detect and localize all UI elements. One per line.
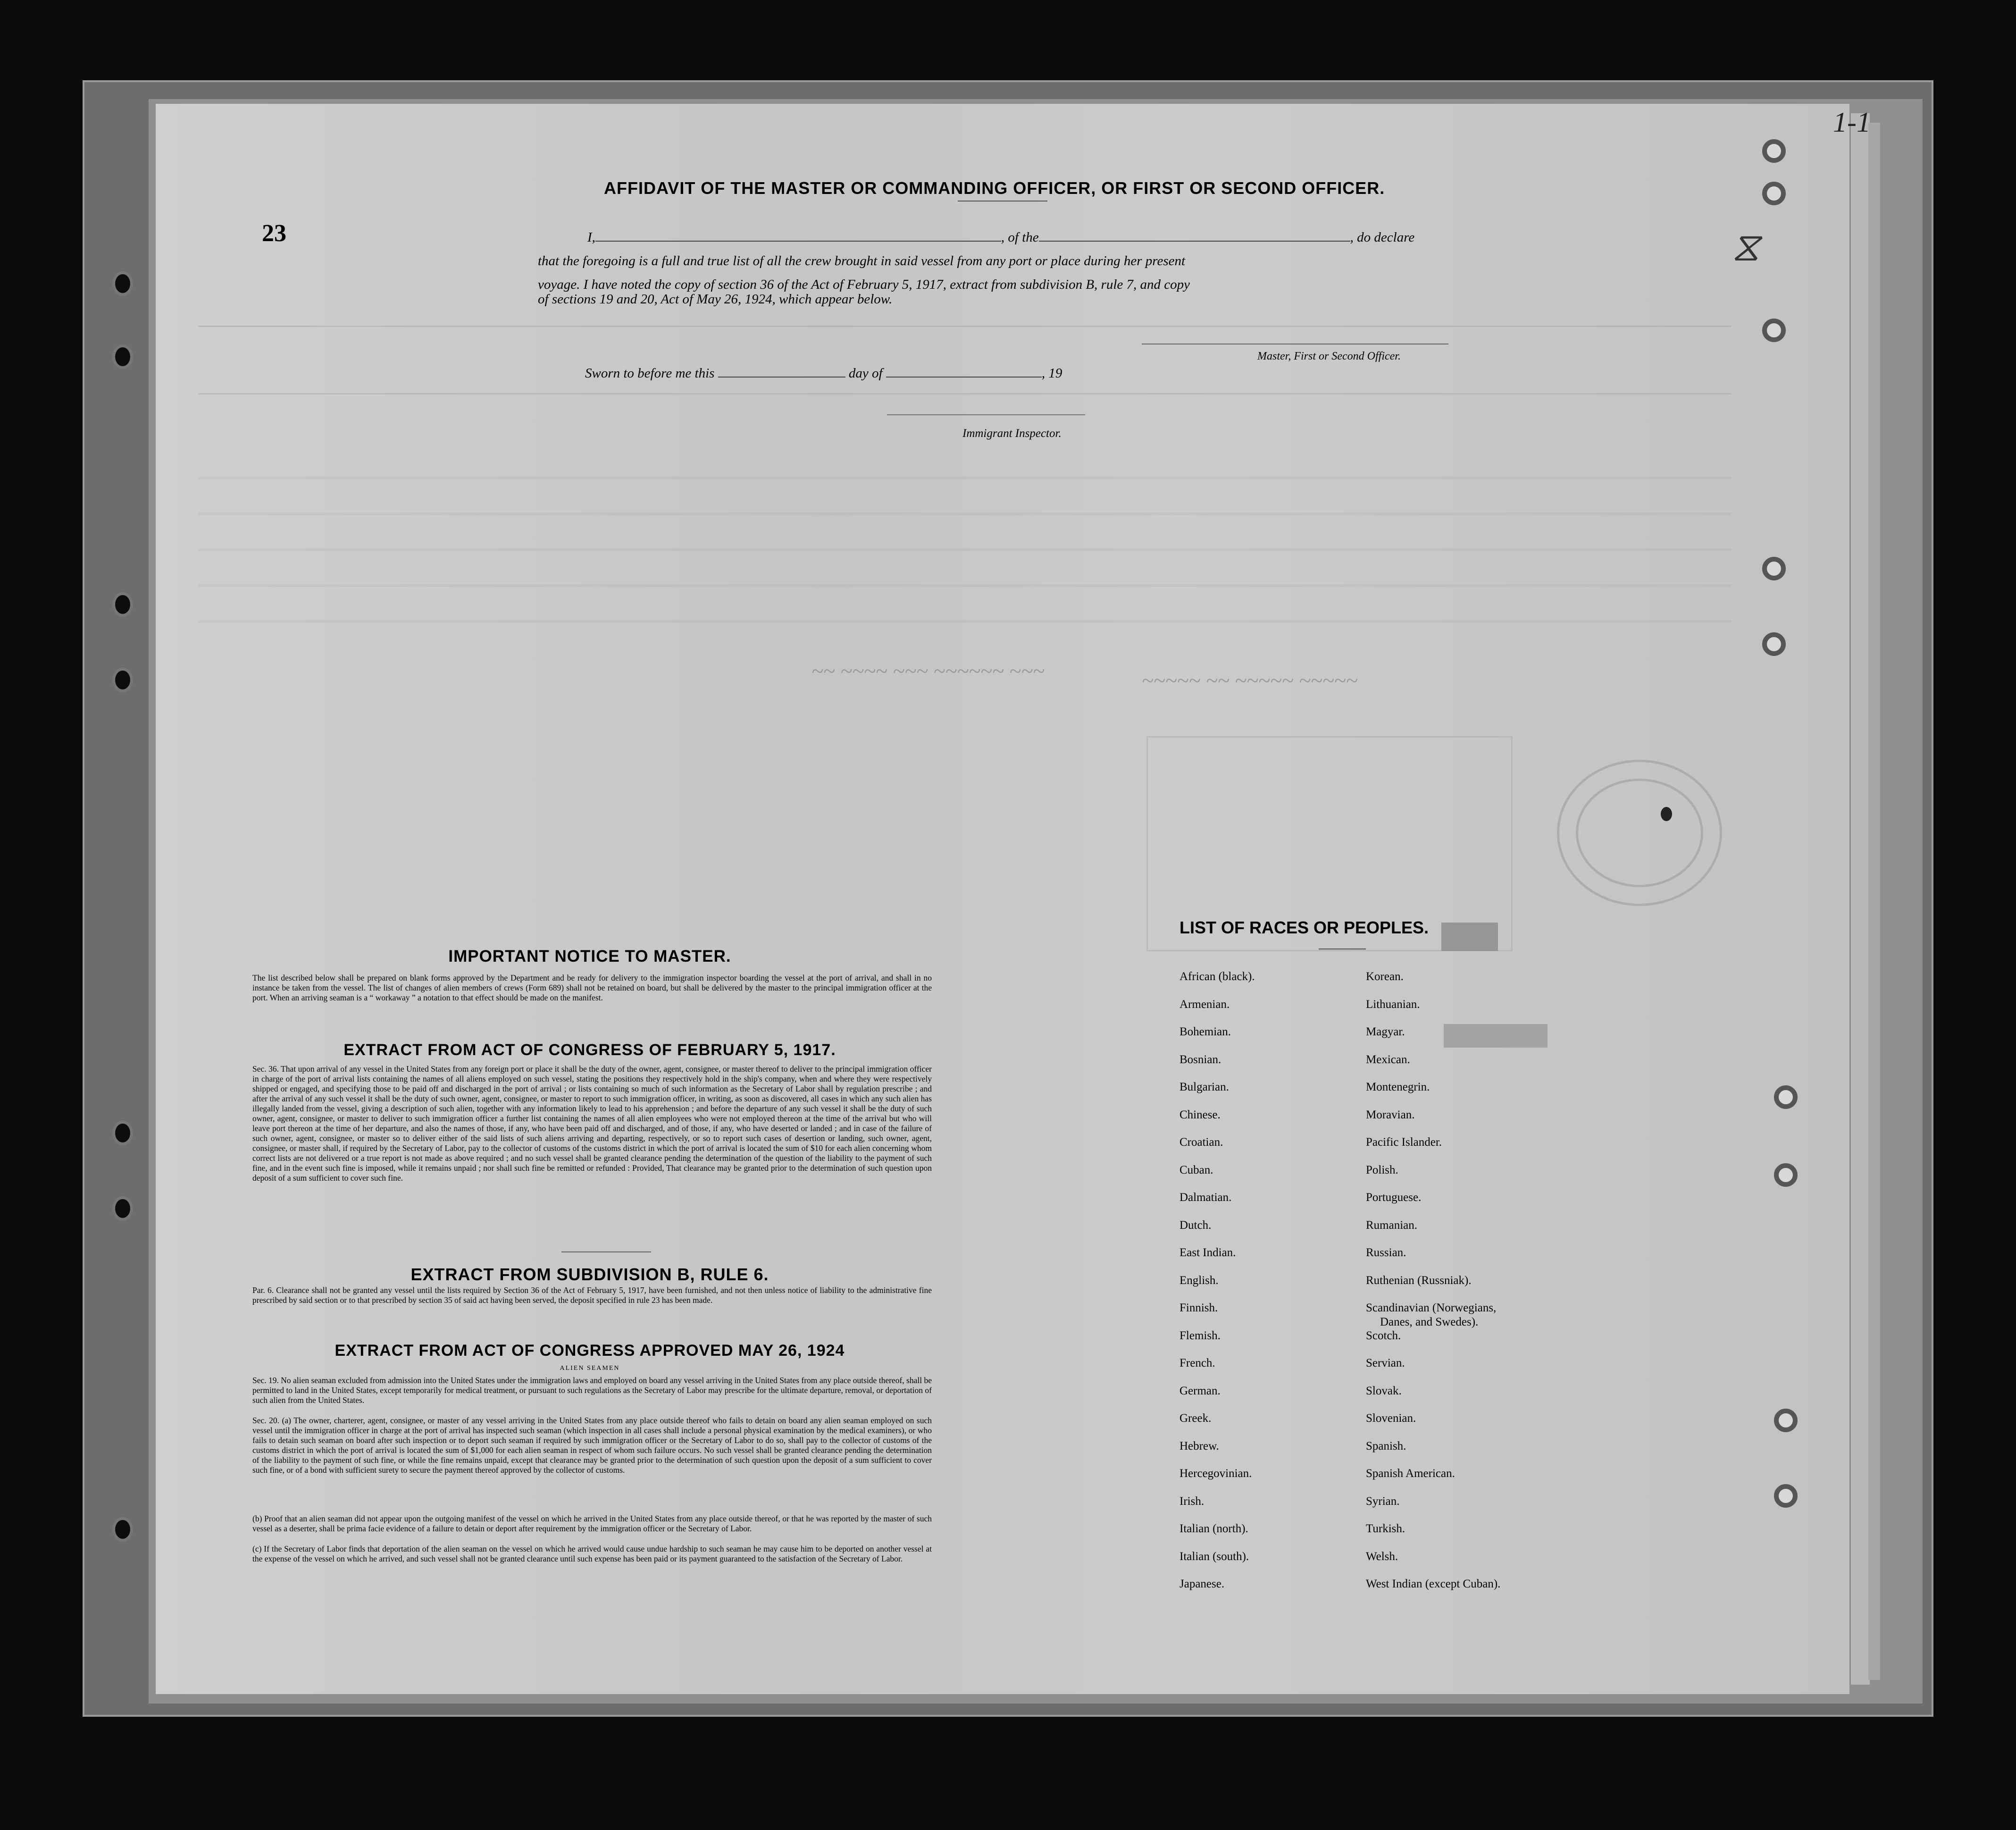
binder-hole	[1762, 182, 1786, 205]
race-item: Rumanian.	[1366, 1218, 1418, 1232]
declaration-line-4: of sections 19 and 20, Act of May 26, 1924, which appear below.	[538, 292, 893, 307]
sworn-label: Sworn to before me this	[585, 366, 715, 381]
binder-hole	[1774, 1484, 1798, 1508]
race-item: Bulgarian.	[1179, 1081, 1229, 1093]
declaration-line-2: that the foregoing is a full and true list of all the crew brought in said vessel from any port or place during her present	[538, 253, 1186, 269]
sworn-day-label: day of	[848, 366, 883, 381]
races-list-right	[1366, 970, 1500, 1605]
sworn-month-blank	[886, 377, 1042, 378]
declaration-i: I,	[587, 230, 595, 245]
race-item: Bohemian.	[1179, 1025, 1231, 1038]
race-item: Italian (north).	[1179, 1522, 1248, 1535]
inspector-signature-line	[887, 414, 1085, 415]
ink-stamp	[1441, 923, 1498, 951]
race-item-line: Danes, and Swedes).	[1380, 1316, 1479, 1328]
race-item: Slovenian.	[1366, 1412, 1416, 1425]
binder-hole	[112, 592, 133, 617]
official-seal-stamp	[1576, 779, 1703, 887]
binder-hole	[1774, 1085, 1798, 1109]
race-item-line: Scandinavian (Norwegians,	[1366, 1301, 1497, 1314]
sec20a-body: Sec. 20. (a) The owner, charterer, agent, consignee, or master of any vessel arriving in the United States from any place outside thereof who fails to detain on board any alien seaman employed on such vessel until the immigration officer in charge at the port of arrival has inspected such seaman (which inspection in all cases shall include a personal physical examination by the medical examiners), or who fails to detain such seaman on board after such inspection or to deport such seaman if required by such immigration officer or the Secretary of Labor to do so, shall pay to the collector of customs of the customs district in which the port of arrival is located the sum of $1,000 for each alien seaman in respect of whom such failure occurs. No such vessel shall be granted clearance pending the determination of the liability to the payment of such fine, or while the fine remains unpaid, except that clearance may be granted prior to the determination of such question upon the deposit of a sum sufficient to cover such fine, or of a bond with sufficient surety to secure the payment thereof approved by the collector of customs.	[252, 1416, 932, 1475]
race-item: Scotch.	[1366, 1329, 1401, 1342]
race-item: Ruthenian (Russniak).	[1366, 1274, 1472, 1287]
binder-hole	[112, 344, 133, 369]
extract-1924-subtitle: ALIEN SEAMEN	[560, 1365, 620, 1372]
sec19-body: Sec. 19. No alien seaman excluded from admission into the United States under the immigration laws and employed on board any vessel arriving in the United States from any place outside thereof, shall be permitted to land in the United States, except temporarily for medical treatment, or pursuant to such regulations as the Secretary of Labor may prescribe for the ultimate departure, removal, or deportation of such alien from the United States.	[252, 1376, 932, 1405]
notice-title: IMPORTANT NOTICE TO MASTER.	[448, 947, 731, 965]
race-item: Greek.	[1179, 1412, 1212, 1425]
race-item: Montenegrin.	[1366, 1081, 1430, 1093]
handwriting-bleed: ~~~~~ ~~ ~~~~~ ~~~~~	[1142, 668, 1358, 692]
binder-hole	[112, 271, 133, 296]
race-item: Slovak.	[1366, 1384, 1402, 1397]
extract-1917-title: EXTRACT FROM ACT OF CONGRESS OF FEBRUARY 5, 1917.	[343, 1041, 836, 1059]
race-item: Hercegovinian.	[1179, 1467, 1252, 1480]
race-item: Irish.	[1179, 1494, 1205, 1508]
binder-hole	[112, 1517, 133, 1542]
handwriting-bleed: ~~ ~~~~ ~~~ ~~~~~~ ~~~	[811, 659, 1045, 683]
master-signature-label: Master, First or Second Officer.	[1257, 350, 1401, 362]
binder-hole	[1762, 139, 1786, 163]
race-item: Finnish.	[1179, 1301, 1218, 1314]
race-item: Syrian.	[1366, 1494, 1400, 1508]
race-item: Portuguese.	[1366, 1191, 1422, 1204]
sworn-date-blank	[718, 377, 845, 378]
declaration-line-1	[587, 230, 1414, 245]
bleed-through	[392, 170, 590, 200]
binder-hole	[1762, 319, 1786, 342]
extract-1917-body: Sec. 36. That upon arrival of any vessel in the United States from any foreign port or place it shall be the duty of the owner, agent, consignee, or master thereof to deliver to the principal immigration officer in charge of the port of arrival lists containing the names of all aliens employed on such vessel, stating the positions they respectively hold in the ship's company, when and where they were respectively shipped or engaged, and specifying those to be paid off and discharged in the port of arrival ; or lists containing so much of such information as the Secretary of Labor shall by regulation prescribe ; and after the arrival of any such vessel it shall be the duty of such owner, agent, consignee, or master to report to such immigration officer, in writing, as soon as discovered, all cases in which any such alien has illegally landed from the vessel, giving a description of such alien, together with any information likely to lead to his apprehension ; and before the departure of any such vessel it shall be the duty of such owner, agent, consignee, or master to deliver to such immigration officer a further list containing the names of all alien employees who were not employed thereon at the time of the arrival but who will leave port thereon at the time of her departure, and also the names of those, if any, who have been paid off and discharged, and of those, if any, who have deserted or landed ; and in case of the failure of such owner, agent, consignee, or master so to deliver either of the said lists of such aliens arriving and departing, respectively, or so to report such cases of desertion or landing, such owner, agent, consignee, or master shall, if required by the Secretary of Labor, pay to the collector of customs of the customs district in which the port of arrival is located the sum of $10 for each alien concerning whom correct lists are not delivered or a true report is not made as above required ; and no such vessel shall be granted clearance pending the determination of the question of the liability to the payment of such fine, and in the event such fine is imposed, while it remains unpaid ; nor shall such fine be remitted or refunded : Provided, That clearance may be granted prior to the determination of such question upon deposit of a sum sufficient to cover such fine.	[252, 1064, 932, 1183]
sworn-year-label: , 19	[1041, 366, 1062, 381]
race-item: German.	[1179, 1384, 1221, 1397]
sec20b-body: (b) Proof that an alien seaman did not appear upon the outgoing manifest of the vessel on which he arrived in the United States from any place outside thereof, or that he was reported by the master of such vessel as a deserter, shall be prima facie evidence of a failure to detain or deport after requirement by the immigration officer or the Secretary of Labor.	[252, 1514, 932, 1533]
race-item: Polish.	[1366, 1163, 1398, 1176]
race-item: French.	[1179, 1357, 1215, 1369]
divider	[561, 1251, 651, 1252]
race-item: African (black).	[1179, 970, 1255, 983]
page-number: 23	[262, 220, 286, 247]
ink-mark	[1661, 807, 1672, 821]
race-item: Spanish American.	[1366, 1467, 1455, 1480]
race-item: Moravian.	[1366, 1108, 1415, 1121]
race-item: Italian (south).	[1179, 1550, 1249, 1563]
extract-rule6-title: EXTRACT FROM SUBDIVISION B, RULE 6.	[410, 1265, 769, 1284]
declaration-do-declare: , do declare	[1350, 230, 1415, 245]
race-item: Flemish.	[1179, 1329, 1221, 1342]
notice-body: The list described below shall be prepared on blank forms approved by the Department and be ready for delivery to the immigration inspector boarding the vessel at the port of arrival, and shall in no instance be taken from the vessel. The list of changes of alien members of crews (Form 689) shall not be retained on board, but shall be delivered by the master to the principal immigration officer at the port. When an arriving seaman is a “ workaway ” a notation to that effect should be made on the manifest.	[252, 973, 932, 1002]
sworn-line	[585, 366, 1062, 381]
race-item: Korean.	[1366, 970, 1404, 983]
extract-1924-title: EXTRACT FROM ACT OF CONGRESS APPROVED MAY 26, 1924	[335, 1342, 845, 1360]
bleed-through	[198, 444, 1732, 642]
races-list-left	[1179, 970, 1255, 1605]
race-item: English.	[1179, 1274, 1219, 1287]
race-item: Croatian.	[1179, 1136, 1223, 1149]
race-item: Hebrew.	[1179, 1439, 1219, 1452]
race-item	[1366, 1301, 1500, 1329]
race-item: Dutch.	[1179, 1218, 1212, 1232]
declaration-of-the: , of the	[1001, 230, 1039, 245]
race-item: Cuban.	[1179, 1163, 1213, 1176]
race-item: Lithuanian.	[1366, 998, 1420, 1011]
race-item: Welsh.	[1366, 1550, 1398, 1563]
race-item: Spanish.	[1366, 1439, 1406, 1452]
master-name-blank	[595, 241, 1001, 242]
extract-rule6-body: Par. 6. Clearance shall not be granted any vessel until the lists required by Section 36 of the Act of February 5, 1917, have been furnished, and not then unless notice of liability to the administrative fine prescribed by said section or to that prescribed by section 35 of said act having been served, the deposit specified in rule 23 has been made.	[252, 1285, 932, 1305]
affidavit-title: AFFIDAVIT OF THE MASTER OR COMMANDING OFFICER, OR FIRST OR SECOND OFFICER.	[604, 178, 1385, 198]
race-item: Pacific Islander.	[1366, 1136, 1442, 1149]
race-item: Mexican.	[1366, 1053, 1410, 1066]
race-item: Dalmatian.	[1179, 1191, 1232, 1204]
race-item: Magyar.	[1366, 1025, 1405, 1038]
race-item: East Indian.	[1179, 1246, 1236, 1259]
bleed-through	[198, 326, 1732, 395]
sec20c-body: (c) If the Secretary of Labor finds that deportation of the alien seaman on the vessel on which he arrived would cause undue hardship to such seaman he may cause him to be deported on another vessel at the expense of the vessel on which he arrived, and such vessel shall not be granted clearance until such expense has been paid or its payment guaranteed to the satisfaction of the Secretary of Labor.	[252, 1544, 932, 1563]
margin-scribble: ⧖	[1732, 225, 1760, 269]
vessel-name-blank	[1039, 241, 1350, 242]
race-item: Chinese.	[1179, 1108, 1221, 1121]
race-item: Bosnian.	[1179, 1053, 1221, 1066]
binder-hole	[112, 668, 133, 692]
page-edge	[1849, 113, 1870, 1685]
binder-hole	[1762, 557, 1786, 580]
race-item: Armenian.	[1179, 998, 1230, 1011]
margin-mark: 1-1	[1833, 107, 1871, 138]
inspector-label: Immigrant Inspector.	[962, 427, 1062, 440]
binder-hole	[1774, 1163, 1798, 1187]
page-edge	[1868, 123, 1880, 1680]
race-item: Turkish.	[1366, 1522, 1405, 1535]
binder-hole	[112, 1121, 133, 1145]
binder-hole	[1762, 632, 1786, 656]
races-title: LIST OF RACES OR PEOPLES.	[1179, 918, 1429, 937]
binder-hole	[112, 1196, 133, 1221]
race-item: Servian.	[1366, 1357, 1405, 1369]
binder-hole	[1774, 1409, 1798, 1432]
race-item: Japanese.	[1179, 1578, 1225, 1590]
declaration-line-3: voyage. I have noted the copy of section 36 of the Act of February 5, 1917, extract from subdivision B, rule 7, and copy	[538, 277, 1190, 292]
race-item: West Indian (except Cuban).	[1366, 1578, 1501, 1590]
race-item: Russian.	[1366, 1246, 1406, 1259]
